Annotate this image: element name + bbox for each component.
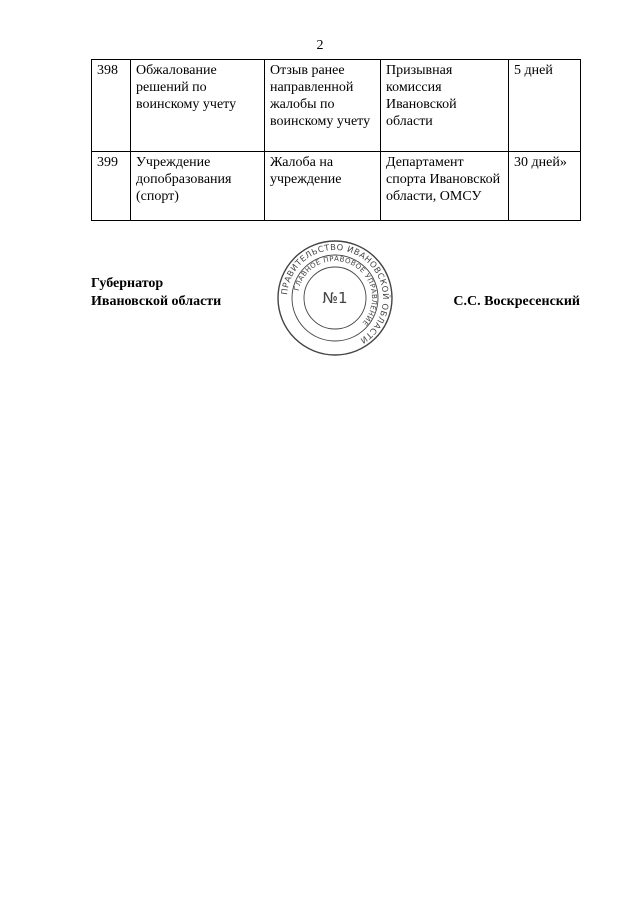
- stamp-inner-text: ГЛАВНОЕ ПРАВОВОЕ УПРАВЛЕНИЕ: [292, 254, 379, 328]
- signatory-title-line2: Ивановской области: [91, 294, 222, 309]
- official-stamp: [276, 239, 394, 357]
- table-row: [92, 152, 581, 221]
- authority-cell: Департамент спорта Ивановской области, ОМСУ: [381, 152, 509, 221]
- stamp-outer-text: ПРАВИТЕЛЬСТВО ИВАНОВСКОЙ ОБЛАСТИ: [279, 241, 392, 347]
- authority-cell: Призывная комиссия Ивановской области: [381, 60, 509, 152]
- term-cell: 5 дней: [509, 60, 581, 152]
- document-table: [91, 59, 581, 221]
- row-number-cell: 399: [92, 152, 131, 221]
- row-number-cell: 398: [92, 60, 131, 152]
- table-row: [92, 60, 581, 152]
- document-cell: Отзыв ранее направленной жалобы по воинскому учету: [265, 60, 381, 152]
- page-number: 2: [316, 38, 324, 53]
- stamp-center-text: №1: [322, 289, 348, 307]
- signatory-title-line1: Губернатор: [91, 276, 164, 291]
- signatory-name: С.С. Воскресенский: [453, 294, 580, 309]
- signatory-title: [91, 275, 221, 311]
- document-cell: Жалоба на учреждение: [265, 152, 381, 221]
- subject-cell: Учреждение допобразования (спорт): [131, 152, 265, 221]
- subject-cell: Обжалование решений по воинскому учету: [131, 60, 265, 152]
- term-cell: 30 дней»: [509, 152, 581, 221]
